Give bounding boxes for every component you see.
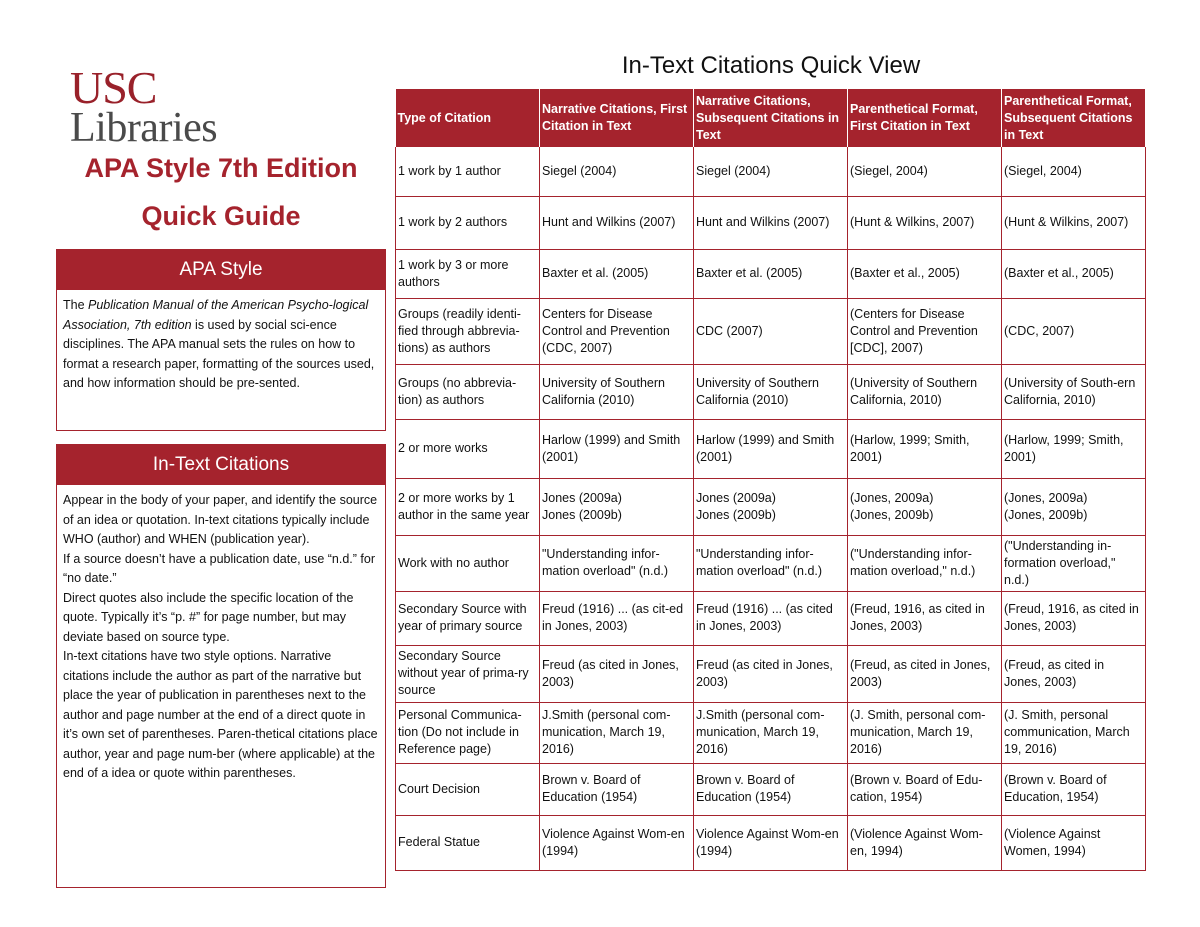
citation-type-cell: Secondary Source with year of primary source: [396, 591, 540, 645]
logo-usc: USC: [70, 62, 157, 113]
table-row: [396, 702, 1146, 763]
table-row: [396, 419, 1146, 478]
citation-example-cell: (Centers for Disease Control and Prevention [CDC], 2007): [848, 298, 1002, 364]
citation-example-cell: CDC (2007): [694, 298, 848, 364]
citation-type-cell: Federal Statue: [396, 815, 540, 870]
in-text-citations-heading: In-Text Citations: [57, 445, 385, 485]
apa-style-text: [57, 290, 385, 402]
citation-example-cell: Harlow (1999) and Smith (2001): [540, 419, 694, 478]
header-narrative-subsequent: Narrative Citations, Subsequent Citations in Text: [694, 89, 848, 147]
citation-example-cell: Harlow (1999) and Smith (2001): [694, 419, 848, 478]
page-title: In-Text Citations Quick View: [621, 52, 921, 79]
citation-example-cell: Siegel (2004): [694, 147, 848, 196]
citation-example-cell: (Violence Against Wom-en, 1994): [848, 815, 1002, 870]
table-row: [396, 147, 1146, 196]
citation-example-cell: (Siegel, 2004): [1002, 147, 1146, 196]
header-type: Type of Citation: [396, 89, 540, 147]
citation-example-cell: (J. Smith, personal communication, March 19, 2016): [1002, 702, 1146, 763]
table-row: [396, 763, 1146, 815]
citation-type-cell: Groups (readily identi-fied through abbrevia-tions) as authors: [396, 298, 540, 364]
citation-type-cell: 2 or more works: [396, 419, 540, 478]
citation-example-cell: "Understanding infor-mation overload" (n.d.): [694, 535, 848, 591]
citation-example-cell: (Harlow, 1999; Smith, 2001): [848, 419, 1002, 478]
usc-libraries-logo: [70, 62, 218, 151]
citation-type-cell: 1 work by 2 authors: [396, 196, 540, 249]
apa-text-pre: The: [63, 298, 89, 312]
citation-example-cell: (Hunt & Wilkins, 2007): [848, 196, 1002, 249]
table-row: [396, 298, 1146, 364]
table-row: [396, 645, 1146, 702]
citation-type-cell: Secondary Source without year of prima-ry source: [396, 645, 540, 702]
table-row: [396, 249, 1146, 298]
table-row: [396, 478, 1146, 535]
citation-example-cell: (J. Smith, personal com-munication, March 19, 2016): [848, 702, 1002, 763]
citation-example-cell: Freud (1916) ... (as cit-ed in Jones, 2003): [540, 591, 694, 645]
citation-example-cell: (Violence Against Women, 1994): [1002, 815, 1146, 870]
citation-example-cell: Siegel (2004): [540, 147, 694, 196]
citation-example-cell: Freud (as cited in Jones, 2003): [694, 645, 848, 702]
citation-type-cell: 2 or more works by 1 author in the same year: [396, 478, 540, 535]
citation-type-cell: Work with no author: [396, 535, 540, 591]
logo-libraries: Libraries: [70, 105, 218, 151]
citation-example-cell: (University of South-ern California, 2010): [1002, 364, 1146, 419]
citation-example-cell: Baxter et al. (2005): [694, 249, 848, 298]
citation-example-cell: Brown v. Board of Education (1954): [540, 763, 694, 815]
citation-type-cell: 1 work by 1 author: [396, 147, 540, 196]
intext-paragraph: Direct quotes also include the specific location of the quote. Typically it’s “p. #” for page number, but may deviate based on source type.: [63, 590, 354, 644]
citation-example-cell: (Freud, as cited in Jones, 2003): [848, 645, 1002, 702]
intext-paragraph: Appear in the body of your paper, and identify the source of an idea or quotation. In-text citations typically include WHO (author) and WHEN (publication year).: [63, 493, 378, 546]
citation-example-cell: Jones (2009a) Jones (2009b): [694, 478, 848, 535]
citation-example-cell: (Hunt & Wilkins, 2007): [1002, 196, 1146, 249]
citation-example-cell: (Freud, 1916, as cited in Jones, 2003): [848, 591, 1002, 645]
guide-title-line2: Quick Guide: [141, 201, 301, 231]
citation-example-cell: (Jones, 2009a) (Jones, 2009b): [1002, 478, 1146, 535]
header-parenthetical-subsequent: Parenthetical Format, Subsequent Citations in Text: [1002, 89, 1146, 147]
header-parenthetical-first: Parenthetical Format, First Citation in Text: [848, 89, 1002, 147]
in-text-citations-text: [57, 485, 385, 792]
citation-example-cell: J.Smith (personal com-munication, March 19, 2016): [540, 702, 694, 763]
header-narrative-first: Narrative Citations, First Citation in Text: [540, 89, 694, 147]
citation-example-cell: Baxter et al. (2005): [540, 249, 694, 298]
citation-type-cell: Court Decision: [396, 763, 540, 815]
citation-example-cell: "Understanding infor-mation overload" (n.d.): [540, 535, 694, 591]
table-row: [396, 196, 1146, 249]
citation-type-cell: Personal Communica-tion (Do not include in Reference page): [396, 702, 540, 763]
citation-example-cell: Centers for Disease Control and Prevention (CDC, 2007): [540, 298, 694, 364]
table-row: [396, 591, 1146, 645]
citation-type-cell: 1 work by 3 or more authors: [396, 249, 540, 298]
citation-example-cell: (Harlow, 1999; Smith, 2001): [1002, 419, 1146, 478]
table-row: [396, 535, 1146, 591]
citation-example-cell: ("Understanding infor-mation overload," n.d.): [848, 535, 1002, 591]
citation-example-cell: Freud (as cited in Jones, 2003): [540, 645, 694, 702]
citation-type-cell: Groups (no abbrevia-tion) as authors: [396, 364, 540, 419]
intext-paragraph: In-text citations have two style options. Narrative citations include the author as part of the narrative but place the year of publication in parentheses next to the author and page number at the end of a direct quote in it’s own set of parentheses. Paren-thetical citations place author, year and page num-ber (where applicable) at the end of a idea or quote within parentheses.: [63, 649, 378, 780]
table-header-row: [396, 89, 1146, 147]
apa-text-post: is used by social sci-ence disciplines. The APA manual sets the rules on how to format a research paper, formatting of the sources used, and how information should be pre-sented.: [63, 317, 375, 390]
table-row: [396, 815, 1146, 870]
citation-example-cell: Hunt and Wilkins (2007): [694, 196, 848, 249]
table-row: [396, 364, 1146, 419]
citation-example-cell: Violence Against Wom-en (1994): [694, 815, 848, 870]
citation-example-cell: University of Southern California (2010): [540, 364, 694, 419]
citations-table: [395, 89, 1146, 871]
in-text-citations-box: [56, 444, 386, 888]
citation-example-cell: Violence Against Wom-en (1994): [540, 815, 694, 870]
citation-example-cell: Hunt and Wilkins (2007): [540, 196, 694, 249]
citation-example-cell: J.Smith (personal com-munication, March 19, 2016): [694, 702, 848, 763]
citation-example-cell: (Siegel, 2004): [848, 147, 1002, 196]
citation-example-cell: Freud (1916) ... (as cited in Jones, 2003): [694, 591, 848, 645]
citation-example-cell: (Brown v. Board of Education, 1954): [1002, 763, 1146, 815]
citation-example-cell: Brown v. Board of Education (1954): [694, 763, 848, 815]
apa-style-heading: APA Style: [57, 250, 385, 290]
citation-example-cell: University of Southern California (2010): [694, 364, 848, 419]
guide-title-line1: APA Style 7th Edition: [84, 153, 358, 183]
citation-example-cell: (Freud, as cited in Jones, 2003): [1002, 645, 1146, 702]
citation-example-cell: (CDC, 2007): [1002, 298, 1146, 364]
citation-example-cell: (Baxter et al., 2005): [848, 249, 1002, 298]
citation-example-cell: (University of Southern California, 2010): [848, 364, 1002, 419]
citation-example-cell: Jones (2009a) Jones (2009b): [540, 478, 694, 535]
citation-example-cell: ("Understanding in-formation overload," n.d.): [1002, 535, 1146, 591]
citation-example-cell: (Freud, 1916, as cited in Jones, 2003): [1002, 591, 1146, 645]
citation-example-cell: (Baxter et al., 2005): [1002, 249, 1146, 298]
apa-style-box: [56, 249, 386, 431]
apa-text-em: Publication Manual of the American Psycho-logical Association, 7th edition: [63, 298, 369, 332]
citation-example-cell: (Brown v. Board of Edu-cation, 1954): [848, 763, 1002, 815]
intext-paragraph: If a source doesn’t have a publication date, use “n.d.” for “no date.”: [63, 551, 375, 585]
citation-example-cell: (Jones, 2009a) (Jones, 2009b): [848, 478, 1002, 535]
